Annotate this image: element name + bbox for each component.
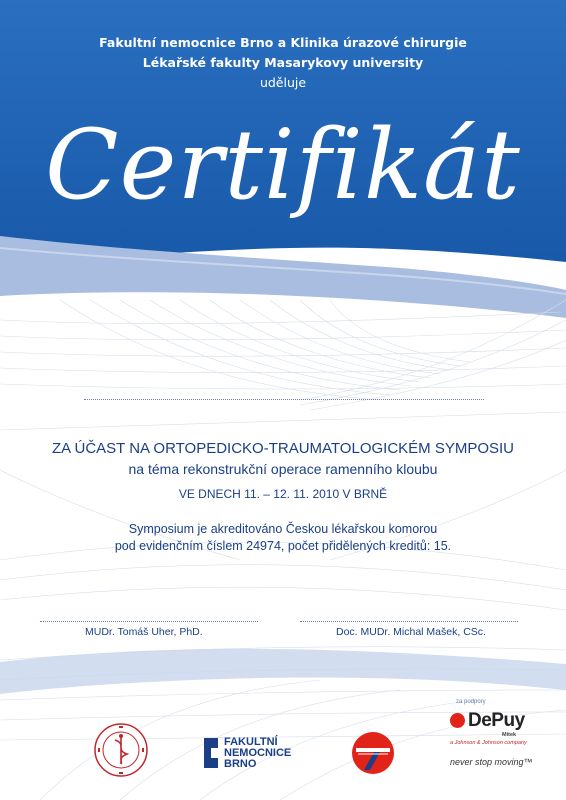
traumatology-logo	[350, 730, 396, 776]
sponsor-block	[450, 699, 560, 767]
issuer-line-3: uděluje	[259, 75, 307, 90]
event-title: ZA ÚČAST NA ORTOPEDICKO-TRAUMATOLOGICKÉM SYMPOSIU	[51, 440, 515, 457]
depuy-logo	[450, 711, 560, 731]
signature-line-left	[40, 621, 258, 622]
signatory-left: MUDr. Tomáš Uher, PhD.	[85, 626, 203, 638]
jj-label: a Johnson & Johnson company	[450, 740, 527, 746]
signatory-right: Doc. MUDr. Michal Mašek, CSc.	[336, 626, 486, 638]
issuer-block	[0, 33, 566, 93]
issuer-line-1: Fakultní nemocnice Brno a Klinika úrazové chirurgie	[99, 35, 467, 50]
depuy-name: DePuy	[468, 710, 525, 731]
event-topic: na téma rekonstrukční operace ramenního kloubu	[128, 461, 438, 477]
sponsor-intro: za podpory	[456, 699, 486, 705]
fnb-logo-name: FAKULTNÍ NEMOCNICE BRNO	[224, 736, 292, 770]
divider-top	[84, 399, 484, 400]
certificate-title: Certifikát	[45, 109, 521, 221]
sponsor-tagline: never stop moving™	[450, 757, 533, 767]
signature-line-right	[300, 621, 518, 622]
event-dates: VE DNECH 11. – 12. 11. 2010 V BRNĚ	[178, 487, 388, 501]
mitek-label: Mitek	[502, 732, 517, 738]
depuy-ball-icon	[450, 713, 465, 728]
issuer-line-2: Lékařské fakulty Masarykovy university	[142, 55, 424, 70]
faculty-seal-logo	[93, 722, 149, 778]
accreditation-line-2: pod evidenčním číslem 24974, počet přidělených kreditů: 15.	[114, 539, 452, 553]
accreditation-line-1: Symposium je akreditováno Českou lékařskou komorou	[128, 522, 438, 536]
